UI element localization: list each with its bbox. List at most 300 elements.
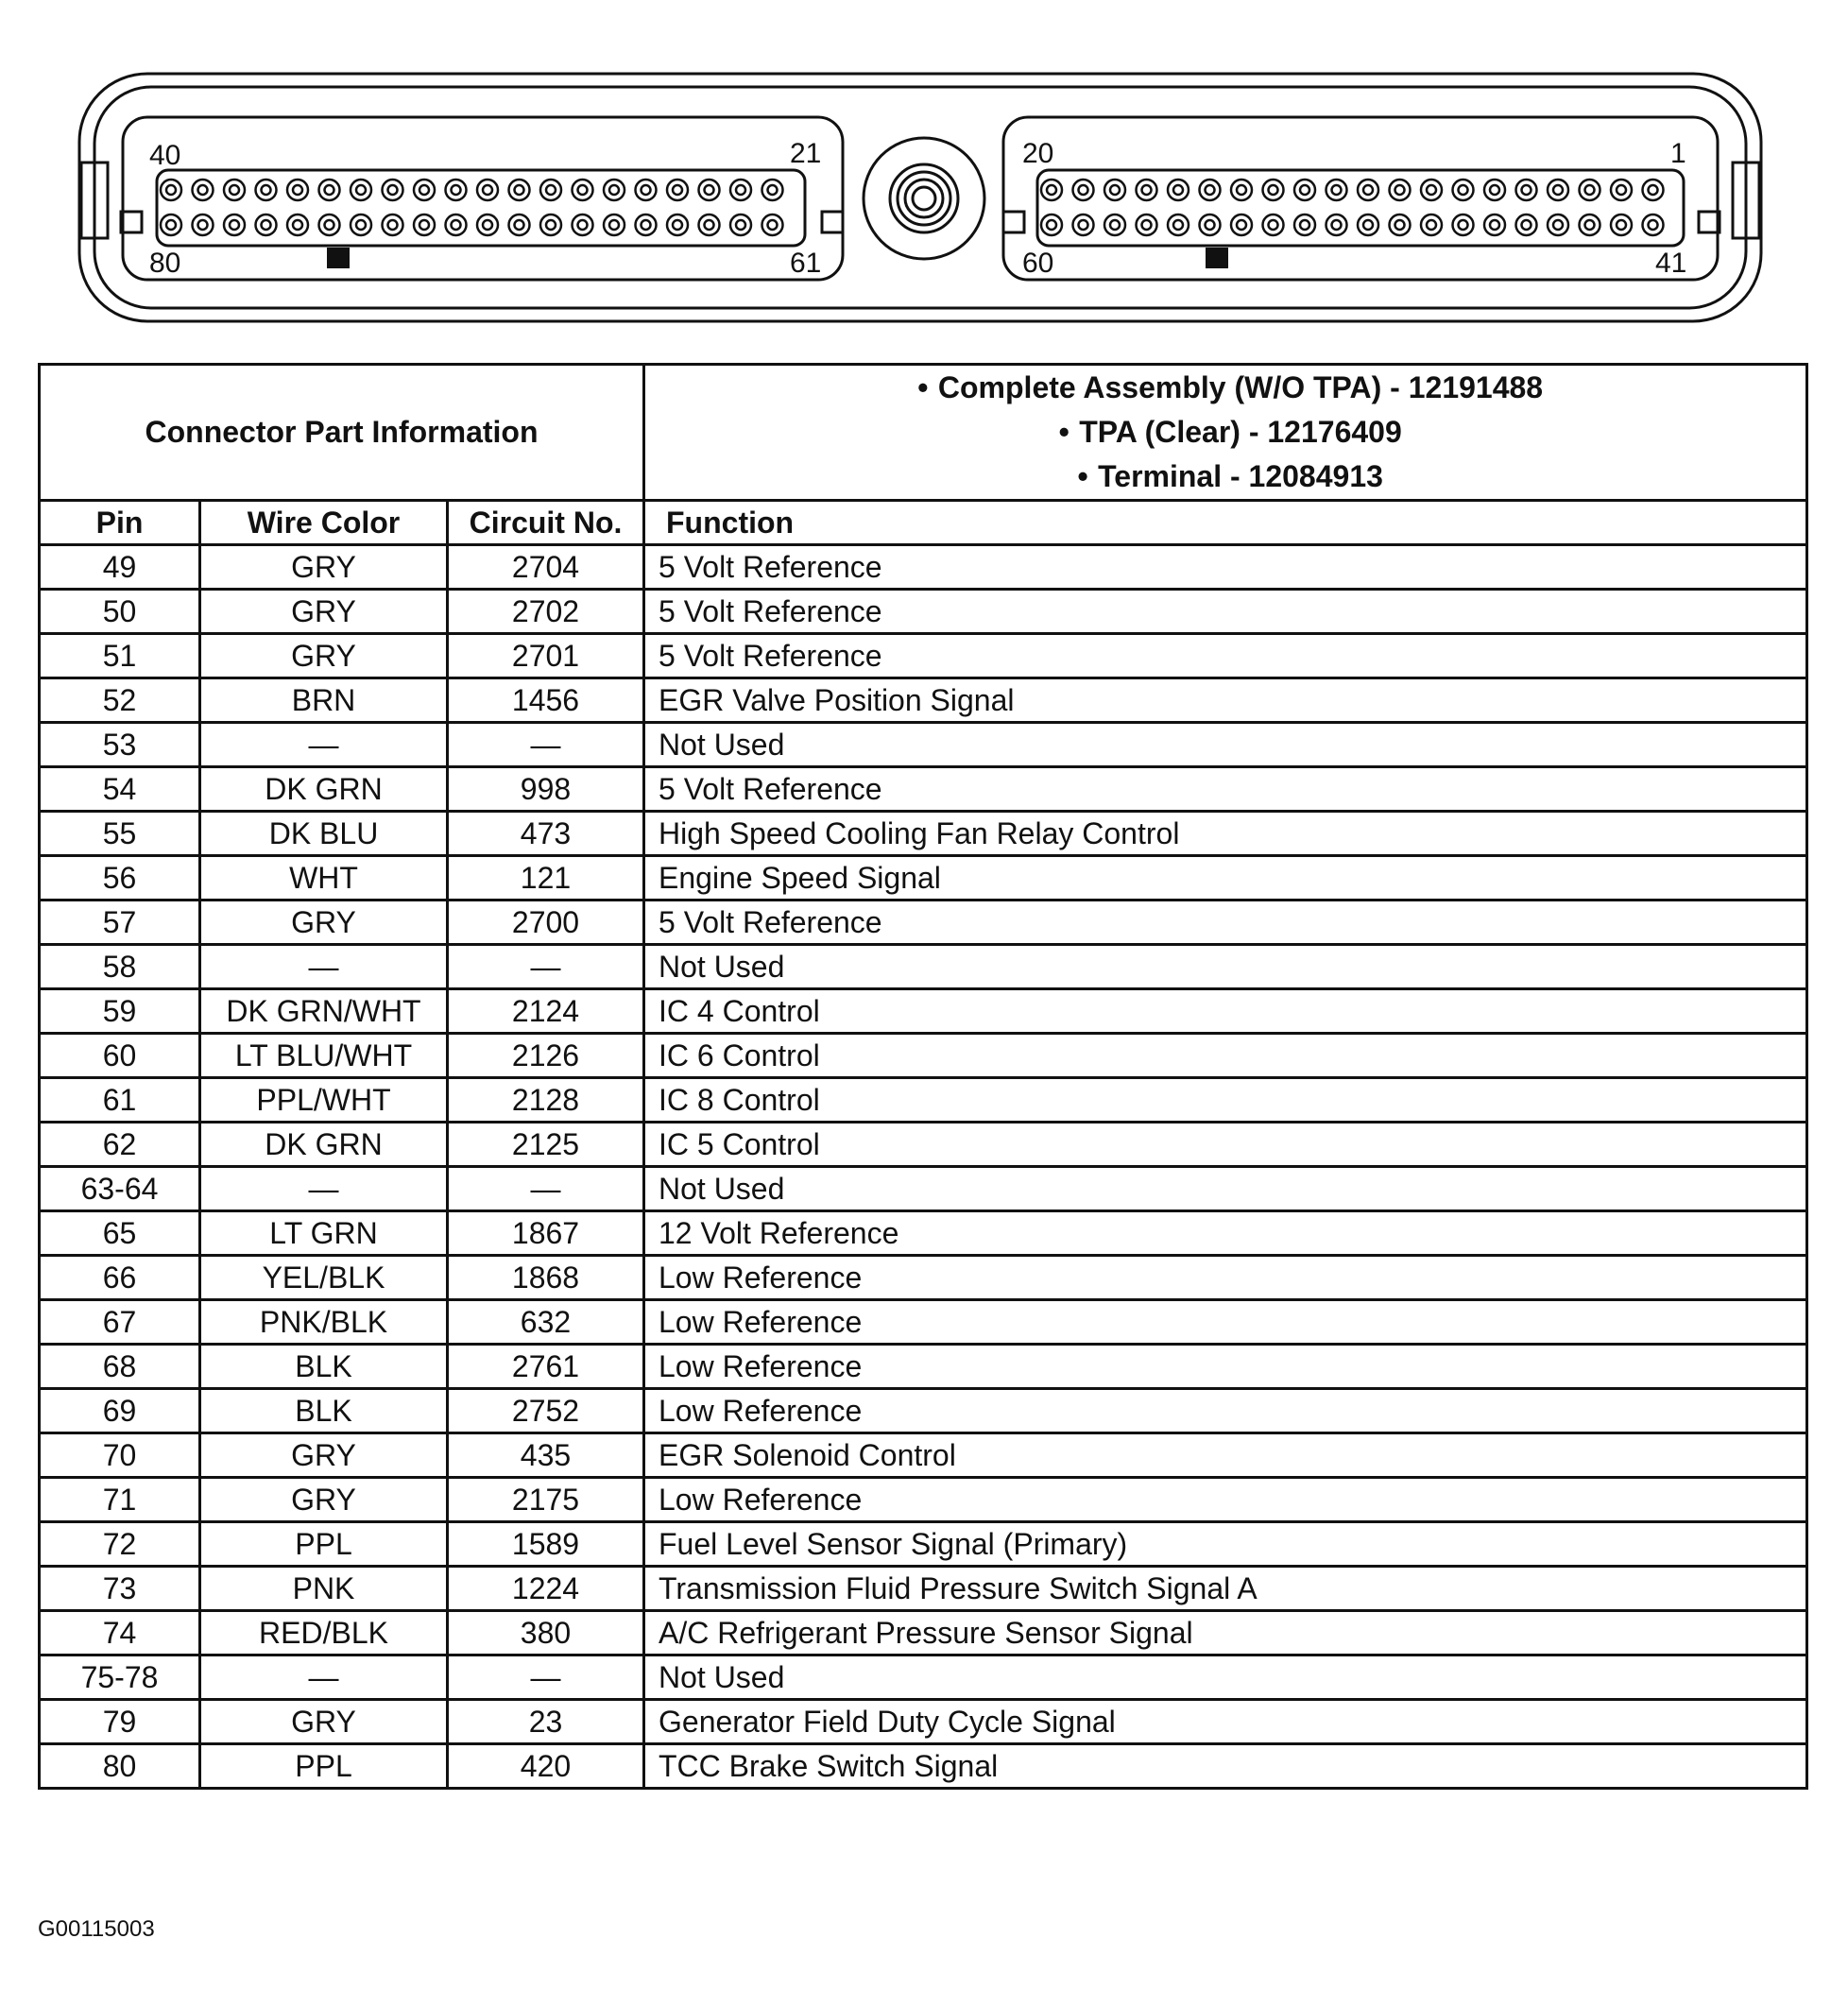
pin-hole	[1104, 180, 1125, 200]
pin-hole	[1200, 214, 1221, 235]
wire-color-cell: —	[200, 945, 448, 989]
center-latch-left	[822, 212, 843, 232]
pin-cell: 53	[40, 723, 200, 767]
pin-label-60: 60	[1022, 248, 1054, 279]
circuit-no-cell: 2126	[448, 1034, 644, 1078]
pin-cell: 51	[40, 634, 200, 678]
function-cell: IC 6 Control	[644, 1034, 1807, 1078]
wire-color-cell: BLK	[200, 1389, 448, 1433]
pin-hole-inner	[293, 185, 302, 195]
pin-hole	[636, 180, 657, 200]
pin-hole	[446, 180, 467, 200]
table-row	[40, 1167, 1807, 1211]
circuit-no-cell: 2761	[448, 1345, 644, 1389]
pin-hole	[446, 214, 467, 235]
pin-hole	[573, 214, 593, 235]
wire-color-cell: GRY	[200, 1700, 448, 1744]
pin-hole	[477, 180, 498, 200]
pin-label-40: 40	[149, 140, 181, 171]
circuit-no-cell: —	[448, 1655, 644, 1700]
pin-hole-inner	[1459, 185, 1468, 195]
pin-hole	[287, 180, 308, 200]
circuit-no-cell: 2702	[448, 590, 644, 634]
pin-label-41: 41	[1655, 248, 1687, 279]
pin-hole-inner	[673, 185, 682, 195]
function-cell: Low Reference	[644, 1345, 1807, 1389]
pin-hole-inner	[1459, 220, 1468, 230]
pin-hole-inner	[1079, 185, 1088, 195]
pin-cell: 56	[40, 856, 200, 901]
pin-hole	[509, 180, 530, 200]
pin-hole-inner	[166, 185, 176, 195]
pin-cell: 66	[40, 1256, 200, 1300]
function-cell: Engine Speed Signal	[644, 856, 1807, 901]
table-row	[40, 1300, 1807, 1345]
pin-hole	[414, 214, 435, 235]
pin-hole-inner	[1173, 220, 1183, 230]
circuit-no-cell: —	[448, 945, 644, 989]
pin-cell: 69	[40, 1389, 200, 1433]
pin-hole-inner	[262, 220, 271, 230]
function-cell: Not Used	[644, 1655, 1807, 1700]
connector-info-item: • Complete Assembly (W/O TPA) - 12191488	[645, 366, 1805, 410]
pin-hole	[1041, 214, 1062, 235]
pin-hole-inner	[356, 185, 366, 195]
circuit-no-cell: 2124	[448, 989, 644, 1034]
pin-cell: 73	[40, 1567, 200, 1611]
pin-hole	[1453, 180, 1474, 200]
pin-hole	[604, 180, 625, 200]
pin-cell: 74	[40, 1611, 200, 1655]
table-row	[40, 1433, 1807, 1478]
pin-hole-inner	[1206, 220, 1215, 230]
table-row	[40, 678, 1807, 723]
pin-cell: 58	[40, 945, 200, 989]
table-row	[40, 1700, 1807, 1744]
pin-hole	[762, 214, 783, 235]
pin-hole	[1168, 180, 1189, 200]
connector-housing-outer	[79, 74, 1761, 321]
pin-hole-inner	[1585, 185, 1595, 195]
pin-hole-inner	[483, 220, 492, 230]
pin-rows	[40, 545, 1807, 1789]
wire-color-cell: PNK/BLK	[200, 1300, 448, 1345]
pin-hole	[1580, 214, 1600, 235]
pin-hole-inner	[483, 185, 492, 195]
function-cell: EGR Solenoid Control	[644, 1433, 1807, 1478]
pin-hole-inner	[1332, 220, 1342, 230]
pin-hole	[1390, 180, 1411, 200]
pin-hole-inner	[673, 220, 682, 230]
pin-hole	[1104, 214, 1125, 235]
pin-hole-inner	[1522, 185, 1531, 195]
pin-hole-inner	[546, 185, 556, 195]
function-cell: Not Used	[644, 945, 1807, 989]
pin-hole	[1263, 214, 1284, 235]
pin-table	[38, 363, 1808, 1790]
wire-color-cell: GRY	[200, 545, 448, 590]
circuit-no-cell: —	[448, 723, 644, 767]
function-cell: A/C Refrigerant Pressure Sensor Signal	[644, 1611, 1807, 1655]
pin-hole-inner	[1206, 185, 1215, 195]
pin-hole-inner	[1427, 185, 1436, 195]
pin-hole-inner	[230, 220, 239, 230]
table-row	[40, 1478, 1807, 1522]
pin-hole	[224, 180, 245, 200]
pin-cell: 75-78	[40, 1655, 200, 1700]
circuit-no-cell: 2752	[448, 1389, 644, 1433]
circuit-no-cell: 380	[448, 1611, 644, 1655]
pin-hole-inner	[1237, 220, 1246, 230]
table-row	[40, 1611, 1807, 1655]
pin-hole-inner	[609, 185, 619, 195]
table-row	[40, 989, 1807, 1034]
pin-hole	[1231, 180, 1252, 200]
function-cell: 5 Volt Reference	[644, 767, 1807, 812]
pin-hole-inner	[736, 220, 745, 230]
center-bolt-outer	[864, 138, 984, 259]
wire-color-cell: DK GRN	[200, 1123, 448, 1167]
function-cell: 5 Volt Reference	[644, 634, 1807, 678]
wire-color-cell: GRY	[200, 1433, 448, 1478]
circuit-no-cell: 2700	[448, 901, 644, 945]
pin-hole-inner	[1649, 185, 1658, 195]
function-cell: EGR Valve Position Signal	[644, 678, 1807, 723]
connector-info-item: • TPA (Clear) - 12176409	[645, 410, 1805, 455]
pin-hole	[193, 214, 214, 235]
circuit-no-cell: 23	[448, 1700, 644, 1744]
pin-hole	[1390, 214, 1411, 235]
table-row	[40, 1744, 1807, 1789]
pin-hole-inner	[198, 220, 208, 230]
function-cell: IC 5 Control	[644, 1123, 1807, 1167]
circuit-no-cell: 1224	[448, 1567, 644, 1611]
wire-color-cell: —	[200, 723, 448, 767]
function-cell: Not Used	[644, 723, 1807, 767]
pin-cell: 68	[40, 1345, 200, 1389]
center-bolt-ring-3	[905, 180, 943, 217]
pin-hole	[383, 214, 403, 235]
pin-hole	[730, 180, 751, 200]
pin-hole-inner	[1142, 220, 1152, 230]
pin-holes	[161, 180, 1664, 235]
connector-info-row	[40, 365, 1807, 501]
pin-hole-inner	[452, 220, 461, 230]
pin-hole	[1073, 180, 1094, 200]
pin-hole	[1326, 214, 1347, 235]
column-header-function: Function	[644, 501, 1807, 545]
pin-cell: 80	[40, 1744, 200, 1789]
pin-hole-inner	[1490, 185, 1499, 195]
pin-hole	[1643, 214, 1664, 235]
pin-hole-inner	[1363, 185, 1373, 195]
wire-color-cell: YEL/BLK	[200, 1256, 448, 1300]
function-cell: Transmission Fluid Pressure Switch Signal A	[644, 1567, 1807, 1611]
pin-hole-inner	[1269, 185, 1278, 195]
column-header-wire-color: Wire Color	[200, 501, 448, 545]
circuit-no-cell: 473	[448, 812, 644, 856]
function-cell: 12 Volt Reference	[644, 1211, 1807, 1256]
pin-hole	[161, 214, 181, 235]
pin-hole	[1294, 180, 1315, 200]
pin-hole	[1137, 214, 1157, 235]
pin-hole	[1453, 214, 1474, 235]
pin-hole	[1516, 180, 1537, 200]
table-row	[40, 1123, 1807, 1167]
pin-hole	[1580, 180, 1600, 200]
table-row	[40, 945, 1807, 989]
pin-cell: 49	[40, 545, 200, 590]
pin-cell: 52	[40, 678, 200, 723]
pin-hole-inner	[705, 185, 714, 195]
pin-label-1: 1	[1670, 138, 1686, 169]
pin-hole	[1484, 180, 1505, 200]
pin-hole	[1073, 214, 1094, 235]
pin-hole-inner	[642, 185, 651, 195]
pin-hole-inner	[1079, 220, 1088, 230]
pin-hole-inner	[578, 220, 588, 230]
pin-hole-inner	[1269, 220, 1278, 230]
pin-hole	[509, 214, 530, 235]
connector-diagram	[0, 0, 1848, 331]
pin-hole-inner	[1142, 185, 1152, 195]
circuit-no-cell: 2704	[448, 545, 644, 590]
circuit-no-cell: 2128	[448, 1078, 644, 1123]
circuit-no-cell: 420	[448, 1744, 644, 1789]
pin-hole	[1294, 214, 1315, 235]
circuit-no-cell: 1456	[448, 678, 644, 723]
connector-housing-inner	[94, 87, 1746, 308]
table-row	[40, 590, 1807, 634]
pin-hole	[667, 180, 688, 200]
table-row	[40, 1345, 1807, 1389]
table-row	[40, 812, 1807, 856]
pin-hole-inner	[1617, 220, 1626, 230]
pin-hole	[193, 180, 214, 200]
wire-color-cell: BLK	[200, 1345, 448, 1389]
center-latch-right	[1003, 212, 1024, 232]
pin-hole	[1137, 180, 1157, 200]
table-row	[40, 1389, 1807, 1433]
pin-hole	[1484, 214, 1505, 235]
connector-info-item: • Terminal - 12084913	[645, 455, 1805, 499]
circuit-no-cell: 2175	[448, 1478, 644, 1522]
pin-hole-inner	[1173, 185, 1183, 195]
wire-color-cell: GRY	[200, 1478, 448, 1522]
pin-hole-inner	[1300, 220, 1309, 230]
pin-hole-inner	[198, 185, 208, 195]
pin-cell: 71	[40, 1478, 200, 1522]
pin-hole-inner	[515, 185, 524, 195]
pin-cell: 62	[40, 1123, 200, 1167]
column-header-row	[40, 501, 1807, 545]
pin-hole	[540, 180, 561, 200]
table-row	[40, 1034, 1807, 1078]
connector-info-list	[644, 365, 1807, 501]
pin-cell: 70	[40, 1433, 200, 1478]
pin-cell: 65	[40, 1211, 200, 1256]
wire-color-cell: GRY	[200, 590, 448, 634]
pin-hole-inner	[230, 185, 239, 195]
pin-hole	[1358, 214, 1378, 235]
pin-hole	[161, 180, 181, 200]
pin-hole-inner	[768, 220, 778, 230]
wire-color-cell: BRN	[200, 678, 448, 723]
circuit-no-cell: 1867	[448, 1211, 644, 1256]
pin-cell: 72	[40, 1522, 200, 1567]
pin-hole-inner	[1395, 220, 1405, 230]
pin-hole	[383, 180, 403, 200]
pin-cell: 63-64	[40, 1167, 200, 1211]
column-header-circuit-no: Circuit No.	[448, 501, 644, 545]
pin-hole-inner	[325, 185, 334, 195]
pin-hole	[699, 180, 720, 200]
circuit-no-cell: —	[448, 1167, 644, 1211]
function-cell: 5 Volt Reference	[644, 590, 1807, 634]
pin-hole	[1548, 214, 1568, 235]
pin-hole-inner	[262, 185, 271, 195]
pin-hole	[1421, 180, 1442, 200]
center-bolt-ring-4	[913, 187, 935, 210]
pin-hole	[699, 214, 720, 235]
pin-hole	[1168, 214, 1189, 235]
pin-hole-inner	[1237, 185, 1246, 195]
pin-hole	[1041, 180, 1062, 200]
circuit-no-cell: 1589	[448, 1522, 644, 1567]
pin-hole	[1263, 180, 1284, 200]
right-polarization-key	[1206, 248, 1228, 268]
pin-hole-inner	[452, 185, 461, 195]
pin-hole-inner	[1649, 220, 1658, 230]
table-row	[40, 1211, 1807, 1256]
pin-cell: 79	[40, 1700, 200, 1744]
table-row	[40, 723, 1807, 767]
circuit-no-cell: 2701	[448, 634, 644, 678]
pin-hole-inner	[1047, 185, 1056, 195]
pin-hole	[1421, 214, 1442, 235]
circuit-no-cell: 998	[448, 767, 644, 812]
pin-hole-inner	[293, 220, 302, 230]
wire-color-cell: PNK	[200, 1567, 448, 1611]
pin-hole	[224, 214, 245, 235]
wire-color-cell: —	[200, 1655, 448, 1700]
pin-hole-inner	[1332, 185, 1342, 195]
wire-color-cell: PPL/WHT	[200, 1078, 448, 1123]
wire-color-cell: GRY	[200, 901, 448, 945]
wire-color-cell: DK GRN/WHT	[200, 989, 448, 1034]
wire-color-cell: RED/BLK	[200, 1611, 448, 1655]
function-cell: 5 Volt Reference	[644, 545, 1807, 590]
pin-hole-inner	[578, 185, 588, 195]
table-row	[40, 767, 1807, 812]
pin-hole	[1200, 180, 1221, 200]
pin-hole-inner	[1522, 220, 1531, 230]
pin-cell: 57	[40, 901, 200, 945]
pin-hole	[636, 214, 657, 235]
table-row	[40, 901, 1807, 945]
pin-hole-inner	[388, 185, 398, 195]
column-header-pin: Pin	[40, 501, 200, 545]
function-cell: Low Reference	[644, 1478, 1807, 1522]
circuit-no-cell: 632	[448, 1300, 644, 1345]
pin-hole	[351, 180, 371, 200]
wire-color-cell: DK GRN	[200, 767, 448, 812]
pin-hole	[1516, 214, 1537, 235]
pin-hole	[667, 214, 688, 235]
pin-hole	[540, 214, 561, 235]
function-cell: Not Used	[644, 1167, 1807, 1211]
pin-hole-inner	[1110, 185, 1120, 195]
pin-hole	[319, 214, 340, 235]
pin-hole	[730, 214, 751, 235]
wire-color-cell: DK BLU	[200, 812, 448, 856]
pin-hole-inner	[1395, 185, 1405, 195]
left-polarization-key	[327, 248, 350, 268]
function-cell: IC 8 Control	[644, 1078, 1807, 1123]
pin-label-61: 61	[790, 248, 822, 279]
pin-hole	[1611, 214, 1632, 235]
pin-cell: 59	[40, 989, 200, 1034]
pin-hole	[319, 180, 340, 200]
pin-hole-inner	[768, 185, 778, 195]
pin-hole-inner	[1617, 185, 1626, 195]
pin-label-20: 20	[1022, 138, 1054, 169]
circuit-no-cell: 435	[448, 1433, 644, 1478]
pin-cell: 67	[40, 1300, 200, 1345]
pin-hole-inner	[388, 220, 398, 230]
function-cell: Low Reference	[644, 1389, 1807, 1433]
table-row	[40, 1256, 1807, 1300]
pin-hole	[256, 214, 277, 235]
pin-hole	[762, 180, 783, 200]
function-cell: Generator Field Duty Cycle Signal	[644, 1700, 1807, 1744]
pin-hole	[1326, 180, 1347, 200]
pin-hole	[1611, 180, 1632, 200]
pin-cell: 61	[40, 1078, 200, 1123]
wire-color-cell: GRY	[200, 634, 448, 678]
pin-hole	[351, 214, 371, 235]
figure-code: G00115003	[38, 1916, 155, 1942]
table-row	[40, 634, 1807, 678]
pin-hole-inner	[166, 220, 176, 230]
function-cell: Fuel Level Sensor Signal (Primary)	[644, 1522, 1807, 1567]
table-row	[40, 1567, 1807, 1611]
wire-color-cell: PPL	[200, 1522, 448, 1567]
wire-color-cell: —	[200, 1167, 448, 1211]
pin-hole-inner	[419, 220, 429, 230]
pin-hole-inner	[325, 220, 334, 230]
pin-hole	[1358, 180, 1378, 200]
pin-hole-inner	[1427, 220, 1436, 230]
pin-hole	[604, 214, 625, 235]
wire-color-cell: LT GRN	[200, 1211, 448, 1256]
pin-hole	[573, 180, 593, 200]
pin-hole	[287, 214, 308, 235]
pin-hole-inner	[705, 220, 714, 230]
wire-color-cell: WHT	[200, 856, 448, 901]
center-bolt-ring-1	[890, 164, 958, 232]
function-cell: Low Reference	[644, 1256, 1807, 1300]
table-row	[40, 1078, 1807, 1123]
pin-hole	[477, 214, 498, 235]
pin-cell: 54	[40, 767, 200, 812]
pin-hole-inner	[515, 220, 524, 230]
pin-cell: 60	[40, 1034, 200, 1078]
function-cell: IC 4 Control	[644, 989, 1807, 1034]
table-row	[40, 1522, 1807, 1567]
table-row	[40, 1655, 1807, 1700]
pin-hole-inner	[642, 220, 651, 230]
